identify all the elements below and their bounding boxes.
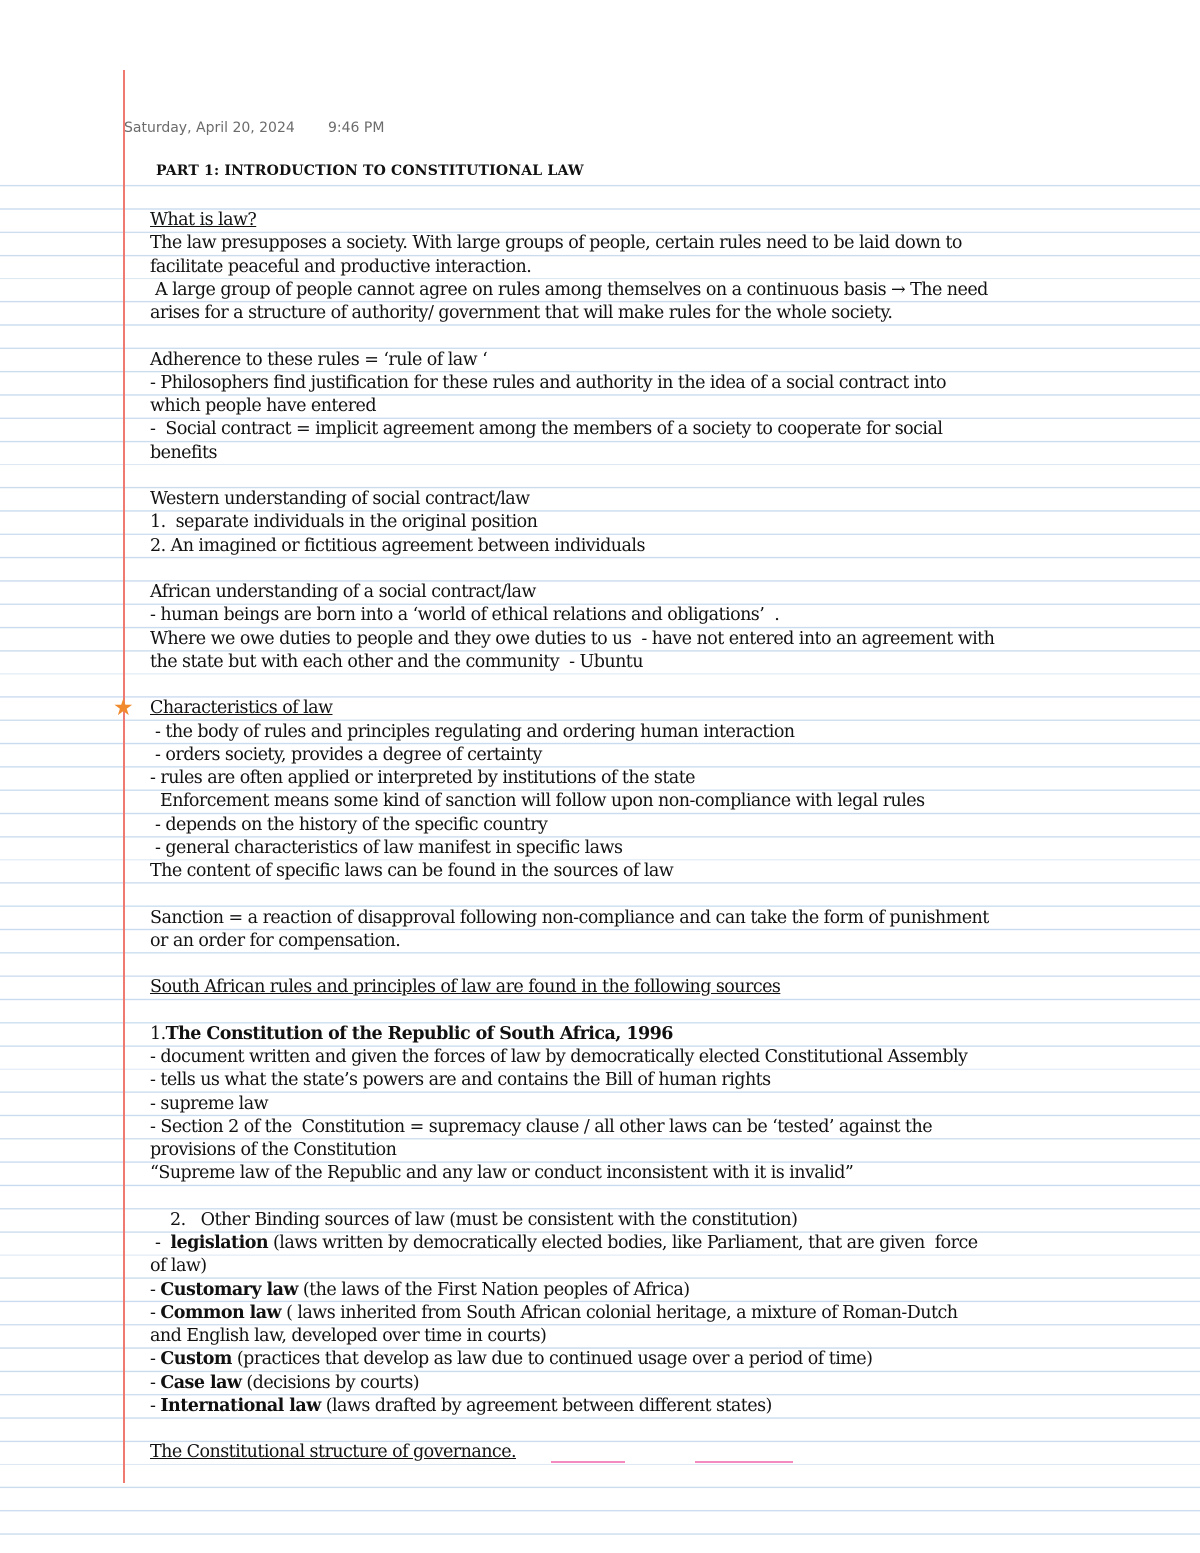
page-top-blank	[0, 0, 1200, 160]
bold-term: The Constitution of the Republic of South Africa, 1996	[165, 1023, 673, 1044]
section-heading: Characteristics of law	[150, 698, 333, 719]
note-time: 9:46 PM	[328, 120, 385, 136]
star-icon: ★	[113, 695, 134, 721]
note-line: Adherence to these rules = ‘rule of law ‘	[150, 349, 488, 370]
note-line: 1. separate individuals in the original position	[150, 512, 538, 533]
line-text: (practices that develop as law due to continued usage over a period of time)	[231, 1349, 873, 1370]
note-line: - Section 2 of the Constitution = supremacy clause / all other laws can be ‘tested’ against the	[150, 1116, 933, 1137]
note-line: and English law, developed over time in courts)	[150, 1326, 547, 1346]
line-text: (the laws of the First Nation peoples of Africa)	[297, 1279, 690, 1300]
note-line: facilitate peaceful and productive interaction.	[150, 256, 532, 277]
note-line: - Philosophers find justification for these rules and authority in the idea of a social contract into	[150, 372, 946, 393]
note-line: “Supreme law of the Republic and any law or conduct inconsistent with it is invalid”	[150, 1163, 854, 1184]
line-text: -	[150, 1279, 161, 1300]
note-line	[150, 976, 1010, 999]
note-line: Enforcement means some kind of sanction will follow upon non-compliance with legal rules	[150, 791, 925, 812]
note-line: Western understanding of social contract/law	[150, 489, 530, 509]
note-line: - rules are often applied or interpreted by institutions of the state	[150, 768, 695, 788]
line-text: (laws written by democratically elected bodies, like Parliament, that are given force	[268, 1233, 978, 1253]
bold-term: Customary law	[160, 1279, 298, 1300]
pink-pen-stroke	[551, 1461, 625, 1463]
bold-term: Case law	[160, 1372, 242, 1393]
margin-line	[123, 70, 125, 1483]
note-line: arises for a structure of authority/ government that will make rules for the whole society.	[150, 303, 893, 323]
note-line: - orders society, provides a degree of certainty	[150, 744, 542, 765]
note-line: - tells us what the state’s powers are and contains the Bill of human rights	[150, 1070, 771, 1091]
line-text: -	[150, 1395, 161, 1416]
note-line: - depends on the history of the specific country	[150, 814, 548, 835]
note-line	[150, 1232, 1010, 1255]
section-heading: South African rules and principles of law are found in the following sources	[150, 977, 781, 998]
note-line	[150, 953, 1010, 976]
bold-term: legislation	[170, 1233, 268, 1253]
note-line	[150, 883, 1010, 906]
note-line: provisions of the Constitution	[150, 1140, 397, 1160]
note-line	[150, 1279, 1010, 1302]
note-line	[150, 1000, 1010, 1023]
note-line: The content of specific laws can be found in the sources of law	[150, 861, 674, 881]
page-title: PART 1: INTRODUCTION TO CONSTITUTIONAL LAW	[156, 163, 584, 179]
note-line: 2. An imagined or fictitious agreement between individuals	[150, 535, 645, 556]
section-heading: What is law?	[150, 210, 257, 230]
note-header	[124, 120, 385, 136]
note-line: A large group of people cannot agree on rules among themselves on a continuous basis → The need	[150, 279, 988, 300]
line-text: (laws drafted by agreement between different states)	[320, 1395, 772, 1416]
pink-pen-stroke	[695, 1461, 793, 1463]
note-line	[150, 1302, 1010, 1325]
note-line	[150, 465, 1010, 488]
note-line: which people have entered	[150, 396, 376, 416]
line-text: (decisions by courts)	[241, 1372, 420, 1393]
section-heading: The Constitutional structure of governance.	[150, 1442, 517, 1463]
note-line	[150, 1395, 1010, 1418]
line-text: 1.	[150, 1023, 166, 1044]
note-date: Saturday, April 20, 2024	[124, 120, 295, 136]
note-line	[150, 1418, 1010, 1441]
line-text: -	[150, 1233, 171, 1253]
line-text: -	[150, 1349, 161, 1370]
note-line: - supreme law	[150, 1093, 269, 1114]
note-line: - document written and given the forces of law by democratically elected Constitutional Assembly	[150, 1047, 968, 1067]
note-line: or an order for compensation.	[150, 930, 401, 951]
line-text: ( laws inherited from South African colonial heritage, a mixture of Roman-Dutch	[281, 1302, 958, 1323]
note-line	[150, 1348, 1010, 1371]
note-line: - human beings are born into a ‘world of ethical relations and obligations’ .	[150, 605, 780, 626]
note-line: benefits	[150, 442, 217, 463]
bold-term: International law	[160, 1395, 321, 1416]
bold-term: Common law	[160, 1302, 282, 1323]
note-line	[150, 209, 1010, 232]
note-line	[150, 1023, 1010, 1046]
note-line: The law presupposes a society. With large groups of people, certain rules need to be laid down to	[150, 233, 962, 254]
note-line	[150, 325, 1010, 348]
note-line: 2. Other Binding sources of law (must be consistent with the constitution)	[150, 1209, 798, 1230]
note-line: Sanction = a reaction of disapproval following non-compliance and can take the form of punishment	[150, 907, 989, 928]
note-line: Where we owe duties to people and they owe duties to us - have not entered into an agreement with	[150, 628, 995, 649]
note-line	[150, 697, 1010, 720]
note-line: the state but with each other and the community - Ubuntu	[150, 651, 644, 672]
bold-term: Custom	[160, 1349, 232, 1370]
note-body[interactable]	[150, 209, 1010, 1465]
note-line	[150, 558, 1010, 581]
note-line: African understanding of a social contract/law	[150, 582, 536, 602]
note-line	[150, 1372, 1010, 1395]
line-text: -	[150, 1302, 161, 1323]
note-line	[150, 1186, 1010, 1209]
note-line: - Social contract = implicit agreement among the members of a society to cooperate for social	[150, 419, 943, 440]
note-line: - general characteristics of law manifest in specific laws	[150, 837, 623, 858]
note-line: of law)	[150, 1256, 207, 1277]
line-text: -	[150, 1372, 161, 1393]
note-line: - the body of rules and principles regulating and ordering human interaction	[150, 721, 795, 742]
note-line	[150, 674, 1010, 697]
